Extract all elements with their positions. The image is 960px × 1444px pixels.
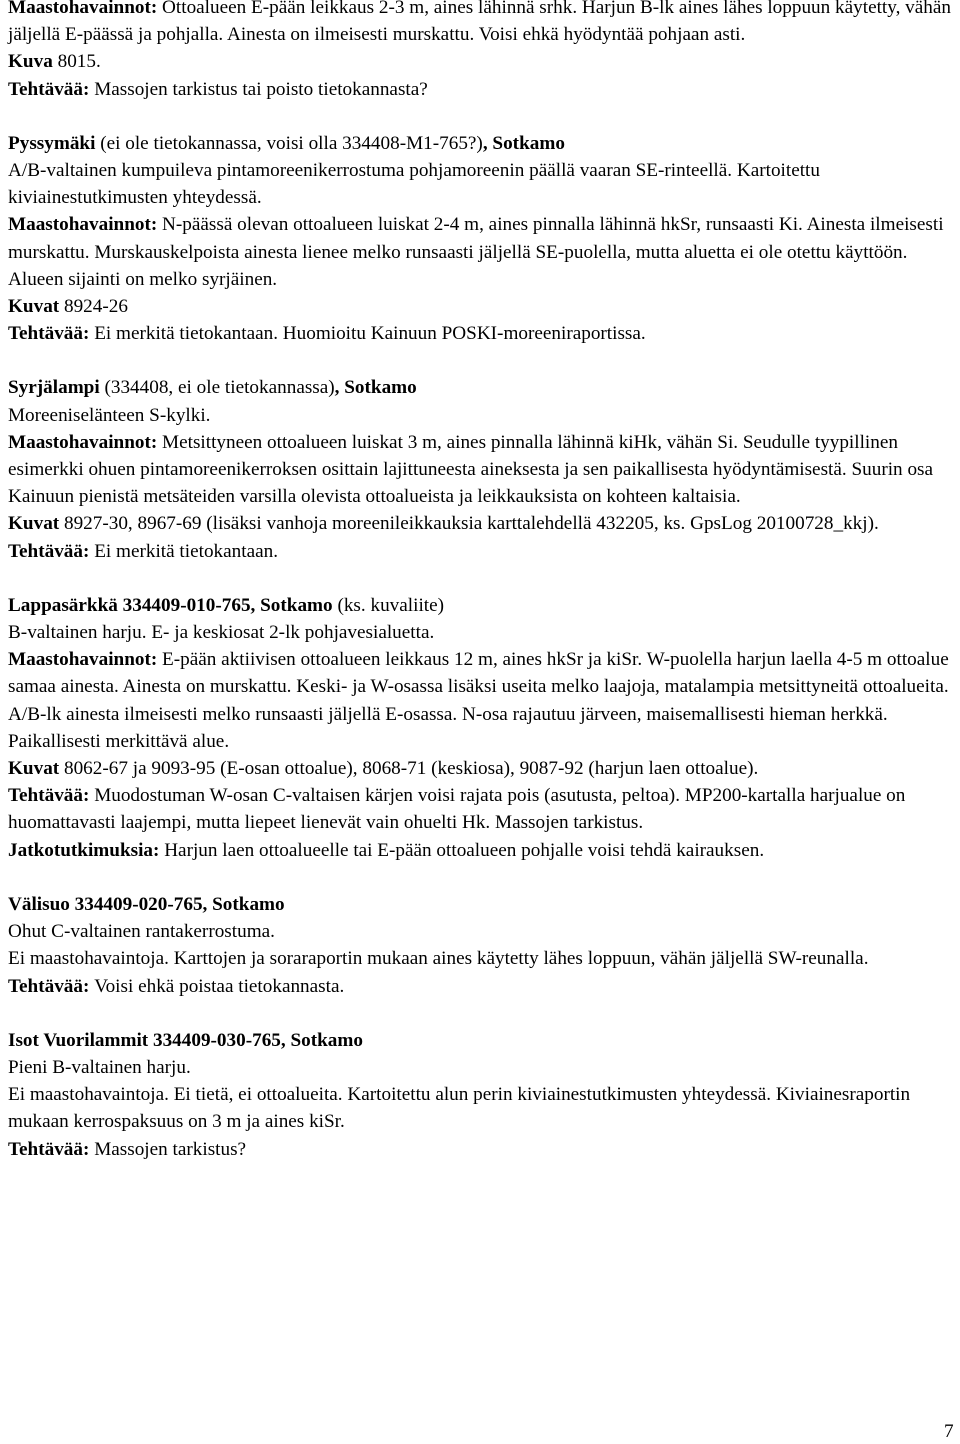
bold-text-run: Kuvat: [8, 513, 64, 535]
entry-paragraph: [8, 293, 954, 320]
entry-paragraph: [8, 0, 954, 48]
bold-text-run: Tehtävää:: [8, 975, 95, 997]
section-gap: [8, 565, 954, 592]
document-entry: [8, 0, 954, 103]
entry-paragraph: [8, 1136, 954, 1163]
entry-paragraph: [8, 374, 954, 401]
bold-text-run: Kuva: [8, 51, 58, 73]
bold-text-run: Kuvat: [8, 296, 64, 318]
bold-text-run: , Sotkamo: [482, 132, 565, 154]
entry-paragraph: [8, 510, 954, 537]
section-gap: [8, 103, 954, 130]
document-page: [8, 0, 954, 1163]
text-run: Ottoalueen E-pään leikkaus 2-3 m, aines lähinnä srhk. Harjun B-lk aines lähes loppuun käytetty, vähän jäljellä E-päässä ja pohjalla. Ainesta on ilmeisesti murskattu. Voisi ehkä hyödyntää pohjaan asti.: [8, 0, 952, 46]
entry-paragraph: [8, 592, 954, 619]
document-entry: [8, 891, 954, 1000]
entry-paragraph: [8, 157, 954, 211]
entry-paragraph: [8, 918, 954, 945]
entry-paragraph: [8, 320, 954, 347]
section-gap: [8, 864, 954, 891]
text-run: Ei maastohavaintoja. Karttojen ja soraraportin mukaan aines käytetty lähes loppuun, vähän jäljellä SW-reunalla.: [8, 948, 869, 970]
text-run: E-pään aktiivisen ottoalueen leikkaus 12 m, aines hkSr ja kiSr. W-puolella harjun laella 4-5 m ottoalue samaa ainesta. Ainesta on murskattu. Keski- ja W-osassa lisäksi useita melko laajoja, matalampia metsittyneitä ottoalueita. A/B-lk ainesta ilmeisesti melko runsaasti jäljellä E-osassa. N-osa rajautuu järveen, maisemallisesti hieman herkkä. Paikallisesti merkittävä alue.: [8, 649, 949, 752]
bold-text-run: Tehtävää:: [8, 785, 95, 807]
bold-text-run: Pyssymäki: [8, 132, 101, 154]
section-gap: [8, 347, 954, 374]
entry-paragraph: [8, 646, 954, 755]
bold-text-run: Tehtävää:: [8, 540, 95, 562]
text-run: 8062-67 ja 9093-95 (E-osan ottoalue), 8068-71 (keskiosa), 9087-92 (harjun laen ottoalue).: [63, 758, 759, 780]
text-run: Massojen tarkistus tai poisto tietokannasta?: [94, 78, 428, 100]
text-run: A/B-valtainen kumpuileva pintamoreenikerrostuma pohjamoreenin päällä vaaran SE-rinteellä. Kartoitettu kiviainestutkimusten yhteydessä.: [8, 160, 820, 209]
text-run: Ohut C-valtainen rantakerrostuma.: [8, 921, 275, 943]
entry-paragraph: [8, 538, 954, 565]
entry-paragraph: [8, 782, 954, 836]
bold-text-run: Tehtävää:: [8, 1138, 95, 1160]
bold-text-run: Syrjälampi: [8, 377, 105, 399]
entry-paragraph: [8, 76, 954, 103]
bold-text-run: Lappasärkkä 334409-010-765, Sotkamo: [8, 594, 338, 616]
bold-text-run: Tehtävää:: [8, 78, 95, 100]
entry-paragraph: [8, 891, 954, 918]
entry-paragraph: [8, 945, 954, 972]
section-gap: [8, 1000, 954, 1027]
bold-text-run: Maastohavainnot:: [8, 431, 163, 453]
text-run: Massojen tarkistus?: [94, 1138, 247, 1160]
entry-paragraph: [8, 429, 954, 511]
bold-text-run: , Sotkamo: [334, 377, 417, 399]
bold-text-run: Maastohavainnot:: [8, 649, 163, 671]
entry-paragraph: [8, 837, 954, 864]
entry-paragraph: [8, 755, 954, 782]
bold-text-run: Isot Vuorilammit 334409-030-765, Sotkamo: [8, 1029, 363, 1051]
page-number: 7: [944, 1421, 954, 1442]
bold-text-run: Välisuo 334409-020-765, Sotkamo: [8, 893, 285, 915]
text-run: 8015.: [57, 51, 101, 73]
document-entry: [8, 592, 954, 864]
text-run: (ks. kuvaliite): [337, 594, 445, 616]
document-entry: [8, 1027, 954, 1163]
document-entry: [8, 130, 954, 348]
text-run: Ei maastohavaintoja. Ei tietä, ei ottoalueita. Kartoitettu alun perin kiviainestutkimusten yhteydessä. Kiviainesraportin mukaan kerrospaksuus on 3 m ja aines kiSr.: [8, 1084, 911, 1133]
entry-paragraph: [8, 211, 954, 293]
entry-paragraph: [8, 402, 954, 429]
entry-paragraph: [8, 1081, 954, 1135]
text-run: B-valtainen harju. E- ja keskiosat 2-lk pohjavesialuetta.: [8, 622, 435, 644]
text-run: (ei ole tietokannassa, voisi olla 334408-M1-765?): [100, 132, 483, 154]
text-run: 8927-30, 8967-69 (lisäksi vanhoja moreenileikkauksia karttalehdellä 432205, ks. GpsLog 20100728_kkj).: [63, 513, 879, 535]
text-run: (334408, ei ole tietokannassa): [104, 377, 335, 399]
text-run: Harjun laen ottoalueelle tai E-pään ottoalueen pohjalle voisi tehdä kairauksen.: [164, 839, 765, 861]
text-run: Ei merkitä tietokantaan.: [94, 540, 278, 562]
text-run: 8924-26: [63, 296, 128, 318]
text-run: Metsittyneen ottoalueen luiskat 3 m, aines pinnalla lähinnä kiHk, vähän Si. Seudulle tyypillinen esimerkki ohuen pintamoreenikerroksen osittain lajittuneesta aineksesta ja sen paikallisesta hyödyntämisestä. Suurin osa Kainuun pienistä metsäteiden varsilla olevista ottoalueista ja leikkauksista on kohteen kaltaisia.: [8, 431, 934, 508]
bold-text-run: Maastohavainnot:: [8, 214, 163, 236]
document-entry: [8, 374, 954, 564]
text-run: N-päässä olevan ottoalueen luiskat 2-4 m, aines pinnalla lähinnä hkSr, runsaasti Ki. Ainesta ilmeisesti murskattu. Murskauskelpoista ainesta lienee melko runsaasti jäljellä SE-puolella, mutta aluetta ei ole otettu käyttöön. Alueen sijainti on melko syrjäinen.: [8, 214, 944, 290]
entry-paragraph: [8, 1054, 954, 1081]
entry-paragraph: [8, 619, 954, 646]
bold-text-run: Jatkotutkimuksia:: [8, 839, 165, 861]
bold-text-run: Maastohavainnot:: [8, 0, 163, 18]
entry-paragraph: [8, 973, 954, 1000]
entry-paragraph: [8, 48, 954, 75]
text-run: Pieni B-valtainen harju.: [8, 1056, 191, 1078]
entry-paragraph: [8, 130, 954, 157]
text-run: Moreeniselänteen S-kylki.: [8, 404, 211, 426]
text-run: Muodostuman W-osan C-valtaisen kärjen voisi rajata pois (asutusta, peltoa). MP200-kartalla harjualue on huomattavasti laajempi, mutta liepeet lienevät vain ohuelti Hk. Massojen tarkistus.: [8, 785, 906, 834]
bold-text-run: Tehtävää:: [8, 323, 95, 345]
text-run: Ei merkitä tietokantaan. Huomioitu Kainuun POSKI-moreeniraportissa.: [94, 323, 646, 345]
bold-text-run: Kuvat: [8, 758, 64, 780]
entry-paragraph: [8, 1027, 954, 1054]
text-run: Voisi ehkä poistaa tietokannasta.: [94, 975, 345, 997]
